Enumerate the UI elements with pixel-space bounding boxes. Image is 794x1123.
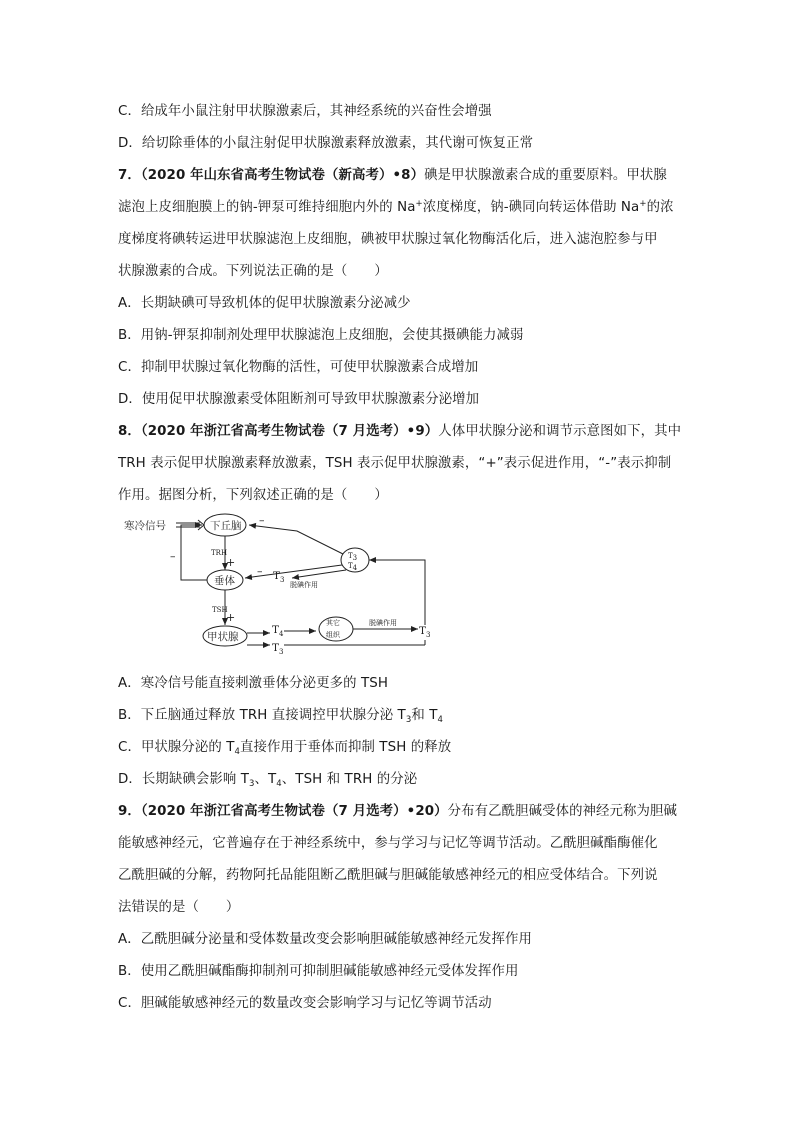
tissue-deiodination-label: 脱碘作用 xyxy=(369,619,397,627)
subscript: 4 xyxy=(437,715,443,725)
pituitary-label: 垂体 xyxy=(214,575,235,587)
q7-stem-line-1 xyxy=(118,166,678,186)
q8-stem-line-2: TRH 表示促甲状腺激素释放激素，TSH 表示促甲状腺激素，“+”表示促进作用，“-”表示抑制 xyxy=(118,456,672,471)
q9-stem-line-1 xyxy=(118,802,678,822)
deiodination-label: 脱碘作用 xyxy=(290,581,318,589)
t3-in-node: T3 xyxy=(348,552,358,562)
other-tissue-label-1: 其它 xyxy=(326,619,340,627)
q9-stem-line-4: 法错误的是（ ） xyxy=(118,900,240,915)
thyroid-regulation-diagram xyxy=(118,508,438,658)
t3-label-right: $T_3$ xyxy=(419,625,431,639)
q8-option-a: A．寒冷信号能直接刺激垂体分泌更多的 TSH xyxy=(118,676,389,691)
q7-option-b: B．用钠-钾泵抑制剂处理甲状腺滤泡上皮细胞，会使其摄碘能力减弱 xyxy=(118,328,524,343)
q8-stem-line-3: 作用。据图分析，下列叙述正确的是（ ） xyxy=(118,488,388,503)
q7-option-a: A．长期缺碘可导致机体的促甲状腺激素分泌减少 xyxy=(118,296,411,311)
pituitary-t3-minus: – xyxy=(257,565,263,578)
thyroid-label: 甲状腺 xyxy=(207,631,239,643)
q7-stem-text: 碘是甲状腺激素合成的重要原料。甲状腺 xyxy=(424,168,667,183)
q7-stem-line-4: 状腺激素的合成。下列说法正确的是（ ） xyxy=(118,264,388,279)
q9-option-c: C．胆碱能敏感神经元的数量改变会影响学习与记忆等调节活动 xyxy=(118,996,492,1011)
q7-source: 7．（2020 年山东省高考生物试卷（新高考）•8） xyxy=(118,168,425,183)
q9-option-a: A．乙酰胆碱分泌量和受体数量改变会影响胆碱能敏感神经元发挥作用 xyxy=(118,932,532,947)
hypothalamus-label: 下丘脑 xyxy=(210,520,242,532)
text: 和 T xyxy=(411,708,438,723)
q7-option-d: D．使用促甲状腺激素受体阻断剂可导致甲状腺激素分泌增加 xyxy=(118,392,480,407)
t4-in-node: T4 xyxy=(348,562,358,572)
q6-option-c: C．给成年小鼠注射甲状腺激素后，其神经系统的兴奋性会增强 xyxy=(118,104,492,119)
t3-label-bottom: $T_3$ xyxy=(272,642,284,656)
subscript: 3 xyxy=(405,715,412,725)
pituitary-feedback-minus: – xyxy=(170,550,176,563)
q8-stem-text: 人体甲状腺分泌和调节示意图如下，其中 xyxy=(438,424,682,439)
subscript: 3 xyxy=(248,779,255,789)
cold-signal-label: 寒冷信号 xyxy=(124,520,166,532)
trh-plus: + xyxy=(226,556,236,569)
trh-label: TRH xyxy=(211,549,228,557)
deiodination-arrow xyxy=(292,570,346,578)
tsh-label: TSH xyxy=(212,606,228,614)
q7-stem-line-2 xyxy=(118,198,678,218)
feedback-to-hypothalamus-arrow xyxy=(249,525,343,554)
text: 浓度梯度，钠-碘同向转运体借助 Na xyxy=(422,200,640,215)
text: C．甲状腺分泌的 T xyxy=(118,740,235,755)
q9-option-b: B．使用乙酰胆碱酯酶抑制剂可抑制胆碱能敏感神经元受体发挥作用 xyxy=(118,964,519,979)
t4-label: $T_4$ xyxy=(272,624,284,638)
text: 滤泡上皮细胞膜上的钠-钾泵可维持细胞内外的 Na xyxy=(118,200,416,215)
hypothalamus-feedback-minus: – xyxy=(259,514,265,527)
q6-option-d: D．给切除垂体的小鼠注射促甲状腺激素释放激素，其代谢可恢复正常 xyxy=(118,136,534,151)
q8-option-b xyxy=(118,706,678,726)
t3-return-arrow xyxy=(369,560,425,625)
q7-stem-line-3: 度梯度将碘转运进甲状腺滤泡上皮细胞，碘被甲状腺过氧化物酶活化后，进入滤泡腔参与甲 xyxy=(118,232,658,247)
text: 、T xyxy=(254,772,277,787)
q9-source: 9．（2020 年浙江省高考生物试卷（7 月选考）•20） xyxy=(118,804,448,819)
q9-stem-text: 分布有乙酰胆碱受体的神经元称为胆碱 xyxy=(447,804,677,819)
text: 、TSH 和 TRH 的分泌 xyxy=(281,772,418,787)
text: 的浓 xyxy=(646,200,674,215)
text: B．下丘脑通过释放 TRH 直接调控甲状腺分泌 T xyxy=(118,708,406,723)
q8-option-c xyxy=(118,738,678,758)
q8-source: 8．（2020 年浙江省高考生物试卷（7 月选考）•9） xyxy=(118,424,439,439)
superscript: + xyxy=(639,199,647,209)
superscript: + xyxy=(415,199,423,209)
subscript: 4 xyxy=(234,747,241,757)
q9-stem-line-2: 能敏感神经元，它普遍存在于神经系统中，参与学习与记忆等调节活动。乙酰胆碱酯酶催化 xyxy=(118,836,658,851)
subscript: 4 xyxy=(276,779,282,789)
pituitary-feedback-arrow xyxy=(181,525,207,580)
q7-option-c: C．抑制甲状腺过氧化物酶的活性，可使甲状腺激素合成增加 xyxy=(118,360,479,375)
text: D．长期缺碘会影响 T xyxy=(118,772,249,787)
q9-stem-line-3: 乙酰胆碱的分解，药物阿托品能阻断乙酰胆碱与胆碱能敏感神经元的相应受体结合。下列说 xyxy=(118,868,658,883)
text: 直接作用于垂体而抑制 TSH 的释放 xyxy=(240,740,452,755)
q8-option-d xyxy=(118,770,678,790)
other-tissue-label-2: 组织 xyxy=(326,631,340,639)
t3-label-middle: $T_3$ xyxy=(273,570,285,584)
q8-stem-line-1 xyxy=(118,422,682,442)
tsh-plus: + xyxy=(226,611,236,624)
